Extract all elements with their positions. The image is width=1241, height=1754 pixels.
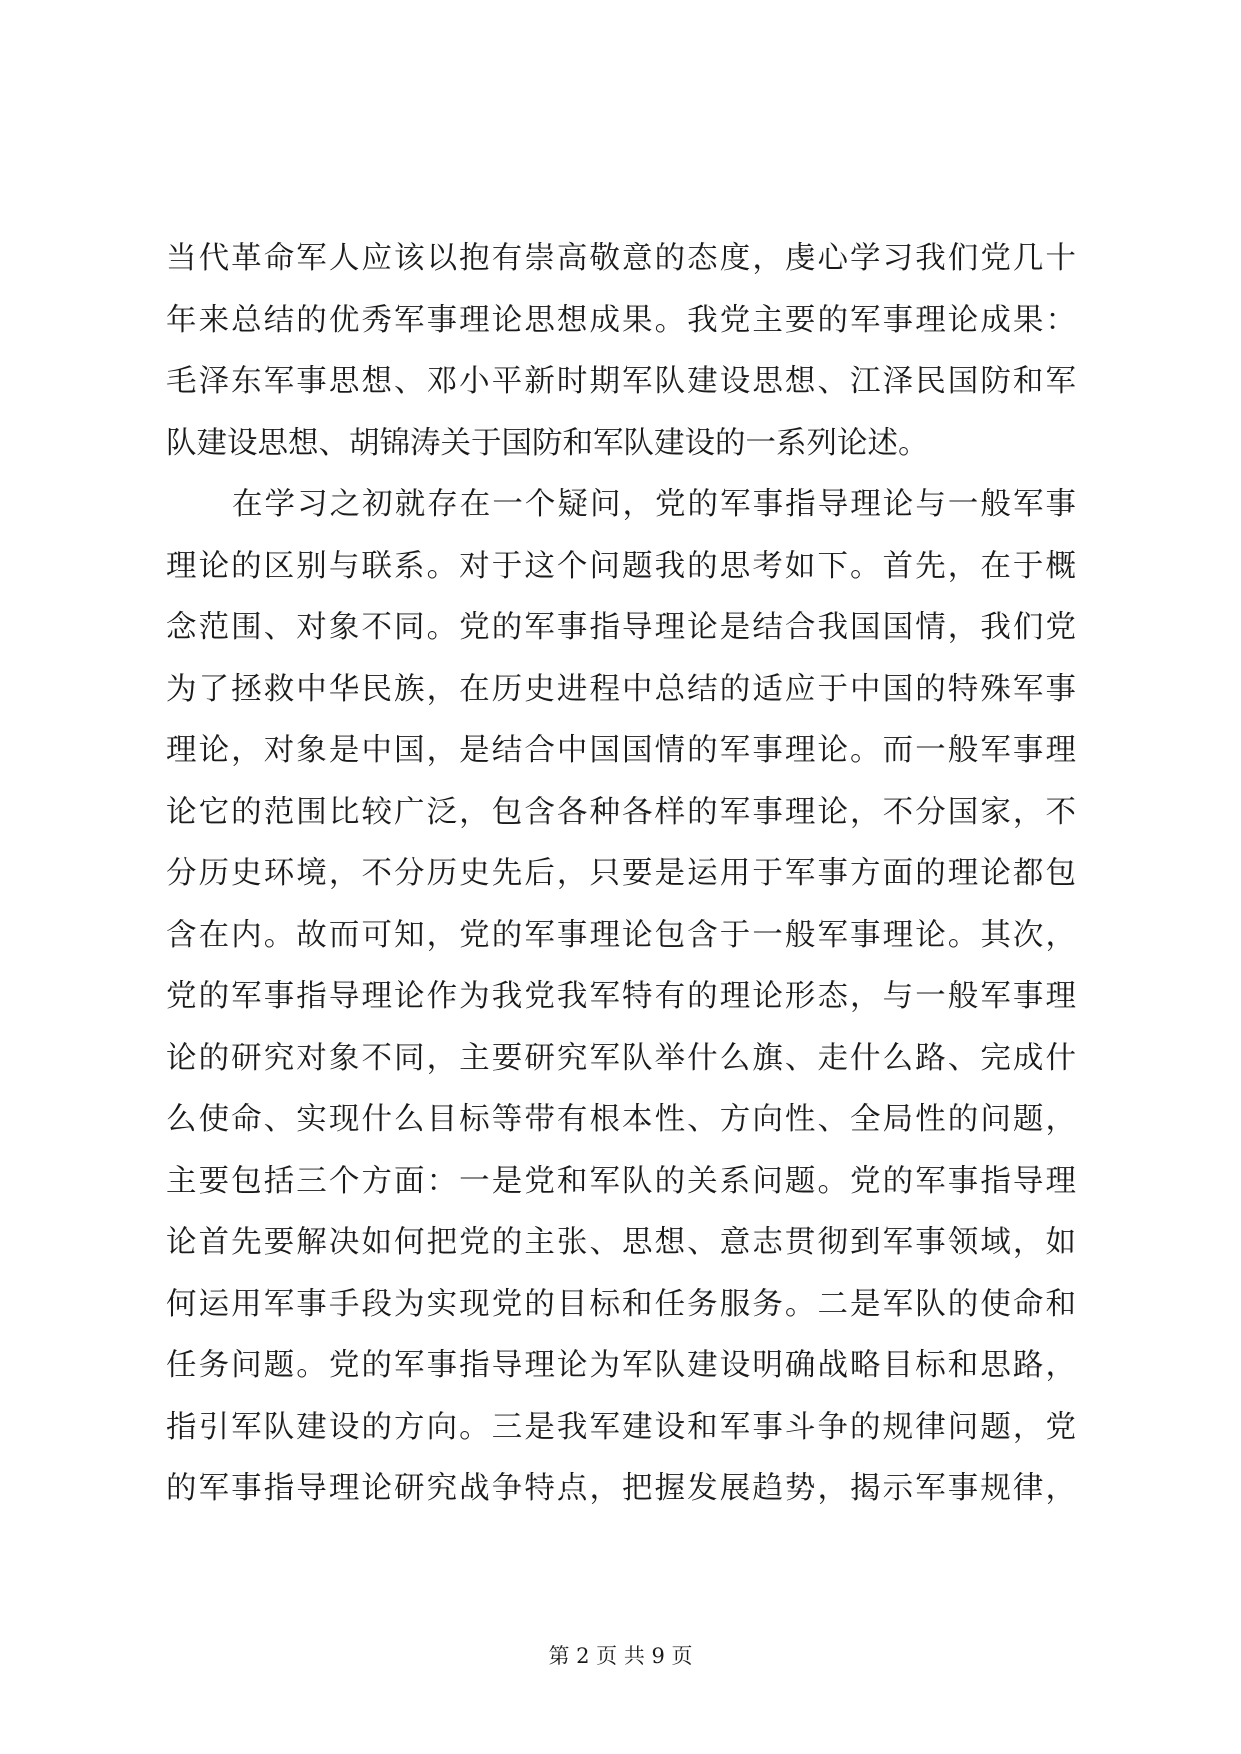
text-line: 论它的范围比较广泛，包含各种各样的军事理论，不分国家，不 bbox=[166, 794, 1076, 830]
text-line: 在学习之初就存在一个疑问，党的军事指导理论与一般军事 bbox=[232, 487, 1076, 522]
text-line: 当代革命军人应该以抱有崇高敬意的态度，虔心学习我们党几十 bbox=[166, 241, 1076, 276]
text-line: 队建设思想、胡锦涛关于国防和军队建设的一系列论述。 bbox=[166, 425, 929, 461]
text-line: 含在内。故而可知，党的军事理论包含于一般军事理论。其次， bbox=[166, 917, 1076, 953]
text-line: 主要包括三个方面：一是党和军队的关系问题。党的军事指导理 bbox=[166, 1163, 1076, 1199]
text-line: 论的研究对象不同，主要研究军队举什么旗、走什么路、完成什 bbox=[166, 1040, 1076, 1076]
text-line: 理论，对象是中国，是结合中国国情的军事理论。而一般军事理 bbox=[166, 733, 1076, 768]
text-line: 为了拯救中华民族，在历史进程中总结的适应于中国的特殊军事 bbox=[166, 671, 1076, 707]
text-line: 的军事指导理论研究战争特点，把握发展趋势，揭示军事规律， bbox=[166, 1471, 1076, 1506]
text-line: 何运用军事手段为实现党的目标和任务服务。二是军队的使命和 bbox=[166, 1286, 1076, 1322]
text-line: 理论的区别与联系。对于这个问题我的思考如下。首先，在于概 bbox=[166, 548, 1076, 584]
text-line: 指引军队建设的方向。三是我军建设和军事斗争的规律问题，党 bbox=[166, 1409, 1076, 1445]
text-line: 么使命、实现什么目标等带有根本性、方向性、全局性的问题， bbox=[166, 1102, 1076, 1137]
document-body bbox=[166, 228, 1076, 1520]
text-line: 党的军事指导理论作为我党我军特有的理论形态，与一般军事理 bbox=[166, 979, 1076, 1014]
text-line: 念范围、对象不同。党的军事指导理论是结合我国国情，我们党 bbox=[166, 610, 1076, 645]
text-line: 任务问题。党的军事指导理论为军队建设明确战略目标和思路， bbox=[166, 1348, 1076, 1383]
text-line: 年来总结的优秀军事理论思想成果。我党主要的军事理论成果： bbox=[166, 302, 1076, 338]
text-line: 分历史环境，不分历史先后，只要是运用于军事方面的理论都包 bbox=[166, 856, 1076, 891]
text-line: 论首先要解决如何把党的主张、思想、意志贯彻到军事领域，如 bbox=[166, 1225, 1076, 1260]
page-number-footer: 第 2 页 共 9 页 bbox=[548, 1644, 693, 1668]
text-line: 毛泽东军事思想、邓小平新时期军队建设思想、江泽民国防和军 bbox=[166, 364, 1076, 399]
